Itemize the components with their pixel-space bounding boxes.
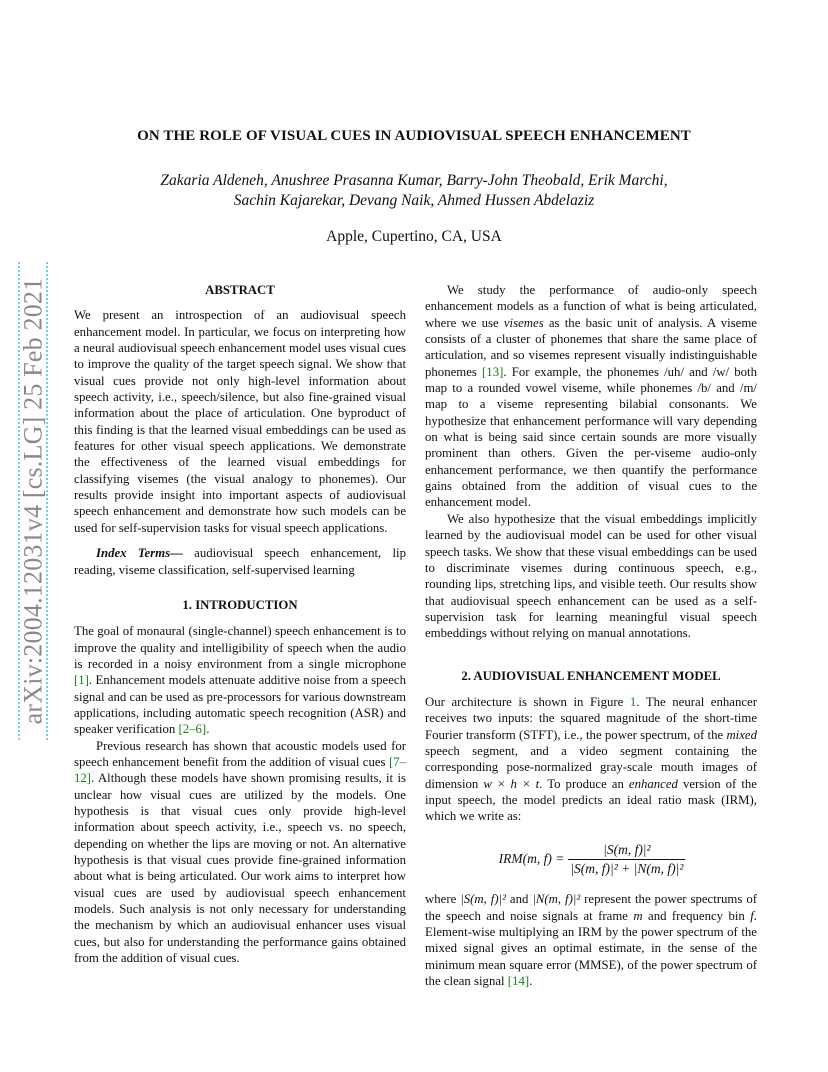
citation-link[interactable]: [1] — [74, 673, 89, 688]
intro-p1-text-a: The goal of monaural (single-channel) speech enhancement is to improve the quality and intelligibility of speech when the audio is recorded in a noisy environment from a single microphone — [74, 624, 406, 671]
irm-equation-fraction — [570, 842, 683, 878]
dimension-expression: w × h × t — [483, 776, 540, 791]
arxiv-identifier-stamp — [18, 262, 48, 740]
intro-p2-text-a: Previous research has shown that acoustic models used for speech enhancement benefit from the addition of visual cues — [74, 738, 406, 769]
mixed-emphasis: mixed — [726, 727, 757, 742]
irm-equation-lhs: IRM(m, f) = — [498, 851, 565, 867]
visemes-emphasis: visemes — [503, 315, 544, 330]
figure-link[interactable]: 1 — [629, 694, 637, 709]
architecture-paragraph — [425, 694, 757, 825]
author-list — [100, 171, 728, 211]
intro-p1-text-c: . — [206, 722, 210, 737]
irm-text-e: . — [529, 974, 533, 989]
visemes-text-c: . For example, the phonemes /uh/ and /w/ both map to a rounded vowel viseme, while phonemes /b/ and /m/ map to a viseme representing bilabial consonants. We hypothesize that enhancement performance will vary depending on what is being said since certain sounds are more visually prominent than others. Given the per-viseme audio-only enhancement performance, we then quantify the performance gains obtained from the addition of visual cues to the enhancement model. — [425, 364, 757, 510]
section-2-heading: 2. AUDIOVISUAL ENHANCEMENT MODEL — [461, 668, 721, 683]
citation-link[interactable]: [7–12] — [74, 754, 406, 786]
irm-text-c: and frequency bin — [642, 908, 751, 923]
irm-equation-numerator: |S(m, f)|² — [568, 842, 685, 860]
frequency-variable: f — [750, 908, 754, 923]
intro-p2-text-b: . Although these models have shown promising results, it is unclear how visual cues are utilized by the models. One hypothesis is that visual cues only provide high-level information about speech activity, i.e., speech vs. no speech, depending on whether the lips are moving or not. An alternative hypothesis is that visual cues provide fine-grained information about what is being articulated. Our work aims to interpret how visual cues are used by audiovisual speech enhancement models. Such analysis is not only necessary for understanding the mechanism by which an audiovisual enhancer uses visual cues, but also for understanding the performance gains obtained from the addition of visual cues. — [74, 771, 406, 966]
section-1-heading: 1. INTRODUCTION — [182, 597, 298, 612]
noise-power-term: |N(m, f)|² — [532, 892, 581, 907]
abstract-heading: ABSTRACT — [205, 283, 275, 297]
frame-variable: m — [633, 908, 643, 923]
index-terms-text: audiovisual speech enhancement, lip reading, viseme classification, self-supervised learning — [74, 546, 407, 577]
intro-paragraph-2 — [74, 738, 406, 967]
author-line-2: Sachin Kajarekar, Devang Naik, Ahmed Hussen Abdelaziz — [233, 192, 595, 209]
enhanced-emphasis: enhanced — [628, 776, 678, 791]
affiliation: Apple, Cupertino, CA, USA — [326, 228, 502, 245]
left-column — [74, 282, 406, 966]
arch-text-b: . The neural enhancer receives two inputs: the squared magnitude of the short-time Fourier transform (STFT), i.e., the power spectrum, of the — [425, 694, 757, 742]
visemes-text-b: as the basic unit of analysis. A viseme consists of a cluster of phonemes that share the same place of articulation, and so visemes represent visually indistinguishable phonemes — [425, 315, 757, 379]
intro-paragraph-1 — [74, 623, 406, 737]
irm-text-a: where — [425, 892, 461, 907]
right-column — [425, 282, 757, 989]
arch-text-d: . To produce an — [539, 776, 629, 791]
visemes-text-a: We study the performance of audio-only speech enhancement models as a function of what is being articulated, where we use — [425, 283, 757, 330]
embeddings-paragraph: We also hypothesize that the visual embeddings implicitly learned by the audiovisual model can be used for other visual speech tasks. We show that these visual embeddings can be used to discriminate visemes during continuous speech, e.g., rounding lips, stretching lips, and visible teeth. Our results show that audiovisual speech enhancement can be used as a self-supervision task for learning meaningful visual speech embeddings without relying on manual annotations. — [425, 511, 757, 641]
abstract-text: We present an introspection of an audiovisual speech enhancement model. In particular, we focus on interpreting how a neural audiovisual speech enhancement model uses visual cues to improve the quality of the target speech signal. We show that visual cues provide not only high-level information about speech activity, i.e., speech/silence, but also fine-grained visual information about the place of articulation. One byproduct of this finding is that the learned visual embeddings can be used as features for other visual speech applications. We demonstrate the effectiveness of the learned visual embeddings for classifying visemes (the visual analogy to phonemes). Our results provide insight into important aspects of audiovisual speech enhancement and demonstrate how such models can be used for self-supervision tasks for visual speech applications. — [74, 308, 406, 535]
citation-link[interactable]: [14] — [507, 974, 530, 989]
speech-power-term: |S(m, f)|² — [460, 892, 506, 907]
index-terms-label: Index Terms— — [96, 546, 183, 561]
irm-text-d: . Element-wise multiplying an IRM by the power spectrum of the mixed signal gives an optimal estimate, in the sense of the minimum mean square error (MMSE), of the power spectrum of the clean signal — [425, 908, 757, 989]
citation-link[interactable]: [2–6] — [178, 722, 207, 737]
irm-text-and: and — [505, 892, 533, 907]
arch-text-a: Our architecture is shown in Figure — [425, 694, 630, 709]
irm-text-b: represent the power spectrums of the speech and noise signals at frame — [425, 892, 757, 923]
citation-link[interactable]: [13] — [482, 364, 504, 379]
author-line-1: Zakaria Aldeneh, Anushree Prasanna Kumar, Barry-John Theobald, Erik Marchi, — [160, 172, 668, 189]
visemes-paragraph — [425, 282, 757, 511]
intro-p1-text-b: . Enhancement models attenuate additive noise from a speech signal and can be used as pre-processors for various downstream applications, including automatic speech recognition (ASR) and speaker verification — [74, 673, 406, 737]
irm-equation — [425, 842, 757, 878]
arxiv-identifier-text: arXiv:2004.12031v4 [cs.LG] 25 Feb 2021 — [18, 277, 47, 725]
irm-explanation-paragraph — [425, 891, 757, 989]
paper-title: ON THE ROLE OF VISUAL CUES IN AUDIOVISUAL SPEECH ENHANCEMENT — [137, 128, 691, 144]
arch-text-e: version of the input speech, the model predicts an ideal ratio mask (IRM), which we write as: — [425, 776, 757, 824]
arch-text-c: speech segment, and a video segment containing the corresponding pose-normalized gray-scale mouth images of dimension — [425, 743, 757, 791]
irm-equation-denominator: |S(m, f)|² + |N(m, f)|² — [570, 861, 684, 876]
index-terms — [74, 545, 406, 578]
